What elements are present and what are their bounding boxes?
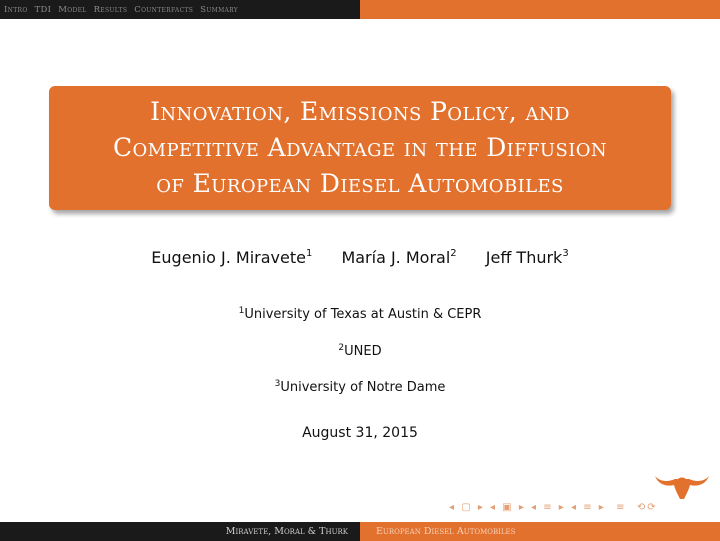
title-block — [49, 86, 671, 210]
title-line-1: Innovation, Emissions Policy, and — [150, 97, 570, 126]
author-affiliation-mark: 3 — [562, 248, 569, 259]
author-moral — [341, 248, 456, 267]
nav-item-results[interactable]: Results — [93, 4, 128, 15]
title-line-2: Competitive Advantage in the Diffusion — [112, 133, 608, 162]
author-list — [0, 248, 720, 267]
affiliation-text: University of Notre Dame — [280, 380, 446, 395]
nav-item-intro[interactable]: Intro — [4, 4, 28, 15]
author-miravete — [151, 248, 312, 267]
top-navigation-bar — [0, 0, 720, 19]
author-affiliation-mark: 2 — [450, 248, 457, 259]
top-bar-accent — [360, 0, 720, 19]
affiliation-3 — [0, 379, 720, 395]
affiliation-text: UNED — [344, 344, 382, 359]
section-nav — [0, 0, 360, 19]
author-thurk — [486, 248, 569, 267]
affiliation-mark: 2 — [338, 343, 345, 353]
nav-item-counterfacts[interactable]: Counterfacts — [134, 4, 194, 15]
affiliation-1 — [0, 306, 720, 322]
author-name: Jeff Thurk — [485, 248, 563, 267]
author-name: Eugenio J. Miravete — [151, 248, 306, 267]
nav-item-model[interactable]: Model — [58, 4, 87, 15]
author-name: María J. Moral — [341, 248, 451, 267]
affiliation-text: University of Texas at Austin & CEPR — [244, 307, 482, 322]
author-affiliation-mark: 1 — [305, 248, 313, 259]
footer-authors: Miravete, Moral & Thurk — [0, 522, 360, 541]
title-line-3: of European Diesel Automobiles — [156, 169, 564, 198]
footer-bar — [0, 522, 720, 541]
nav-item-tdi[interactable]: TDI — [34, 4, 52, 15]
footer-title: European Diesel Automobiles — [360, 522, 720, 541]
presentation-title — [113, 94, 607, 202]
nav-item-summary[interactable]: Summary — [200, 4, 239, 15]
affiliation-2 — [0, 343, 720, 359]
affiliation-mark: 1 — [238, 306, 245, 316]
affiliation-mark: 3 — [274, 379, 281, 389]
longhorn-logo-icon — [654, 467, 710, 501]
presentation-date: August 31, 2015 — [302, 425, 418, 441]
beamer-navigation-icons[interactable]: ◂ ▢ ▸ ◂ ▣ ▸ ◂ ≡ ▸ ◂ ≡ ▸ ≡ ⟲⟳ — [449, 502, 658, 513]
